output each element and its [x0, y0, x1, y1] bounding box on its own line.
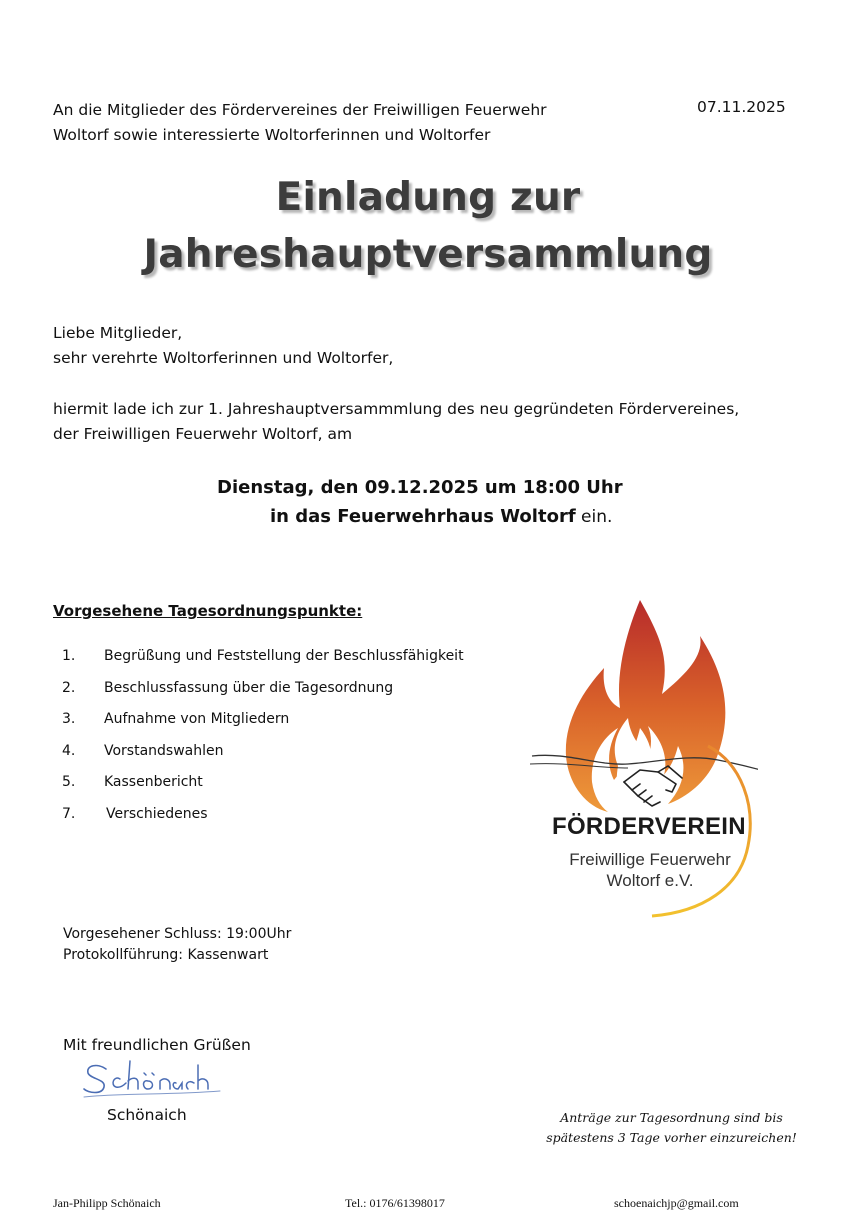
logo-title: FÖRDERVEREIN: [552, 813, 746, 840]
agenda-item-text: Aufnahme von Mitgliedern: [104, 711, 290, 727]
motions-note-line-2: spätestens 3 Tage vorher einzureichen!: [546, 1130, 797, 1145]
intro-line-1: hiermit lade ich zur 1. Jahreshauptversammmlung des neu gegründeten Fördervereines,: [53, 400, 740, 418]
agenda-item-number: 2.: [62, 679, 76, 696]
event-location: [270, 506, 612, 527]
agenda-item-text: Verschiedenes: [106, 805, 208, 822]
minutes-keeper: Protokollführung: Kassenwart: [63, 947, 269, 963]
agenda-item-number: 1.: [62, 648, 76, 664]
motions-note: [530, 1108, 813, 1148]
recipient-address: [53, 98, 547, 148]
recipient-line-1: An die Mitglieder des Fördervereines der Freiwilligen Feuerwehr: [53, 101, 547, 119]
intro-paragraph: [53, 397, 739, 447]
planned-end: Vorgesehener Schluss: 19:00Uhr: [63, 926, 292, 942]
agenda-item-number: 5.: [62, 774, 76, 790]
event-location-suffix: ein.: [575, 507, 613, 527]
footer-name: Jan-Philipp Schönaich: [53, 1196, 161, 1210]
signatory-name: Schönaich: [107, 1106, 187, 1124]
salutation: [53, 321, 393, 371]
salutation-line-1: Liebe Mitglieder,: [53, 324, 183, 342]
title-line-2: Jahreshauptversammlung: [143, 232, 713, 277]
agenda-item-number: 4.: [62, 742, 76, 759]
logo-subtitle-1: Freiwillige Feuerwehr: [569, 850, 731, 869]
agenda-item-number: 7.: [62, 805, 76, 822]
title-line-1: Einladung zur: [275, 175, 581, 220]
agenda-item-text: Vorstandswahlen: [104, 742, 224, 759]
agenda-item-number: 3.: [62, 711, 76, 727]
footer-email[interactable]: schoenaichjp@gmail.com: [614, 1196, 739, 1210]
letter-date: 07.11.2025: [697, 98, 786, 116]
handwritten-signature: [80, 1055, 230, 1105]
event-location-name: in das Feuerwehrhaus Woltorf: [270, 506, 576, 527]
agenda-item-text: Kassenbericht: [104, 774, 203, 790]
agenda-item-text: Beschlussfassung über die Tagesordnung: [104, 679, 394, 696]
recipient-line-2: Woltorf sowie interessierte Woltorferinnen und Woltorfer: [53, 126, 491, 144]
motions-note-line-1: Anträge zur Tagesordnung sind bis: [560, 1110, 783, 1125]
meeting-notes: [63, 924, 291, 966]
closing-greeting: Mit freundlichen Grüßen: [63, 1036, 251, 1054]
flame-icon: [566, 600, 726, 812]
agenda-heading: Vorgesehene Tagesordnungspunkte:: [53, 602, 363, 620]
agenda-item-text: Begrüßung und Feststellung der Beschlussfähigkeit: [104, 648, 464, 664]
logo-subtitle-2: Woltorf e.V.: [606, 871, 694, 890]
salutation-line-2: sehr verehrte Woltorferinnen und Woltorfer,: [53, 349, 394, 367]
event-datetime: Dienstag, den 09.12.2025 um 18:00 Uhr: [217, 477, 623, 498]
footer-phone: Tel.: 0176/61398017: [345, 1196, 445, 1210]
intro-line-2: der Freiwilligen Feuerwehr Woltorf, am: [53, 425, 353, 443]
